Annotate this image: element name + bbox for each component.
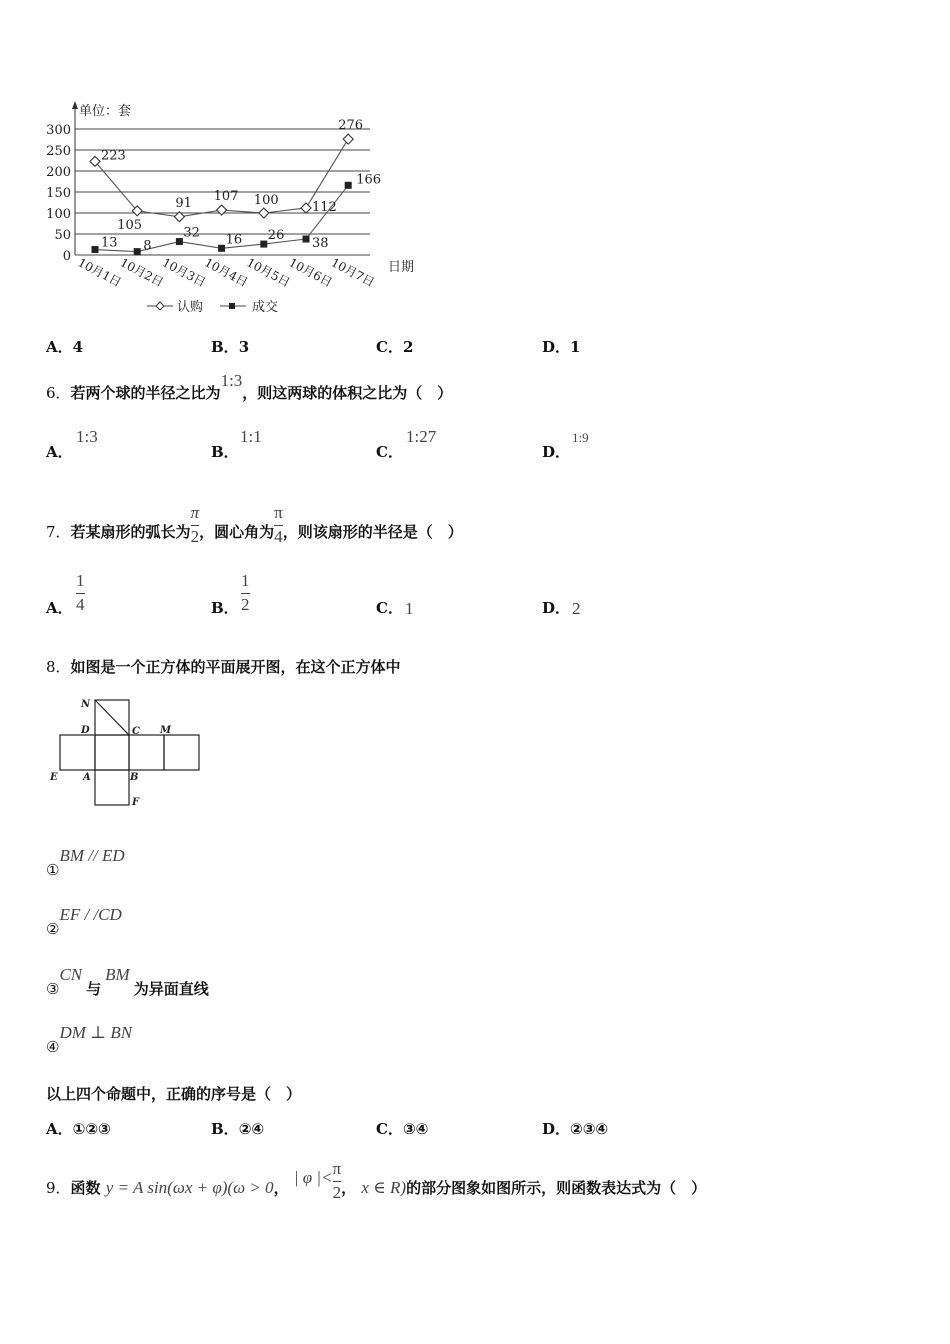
- q8-statement-3: ③CN与BM为异面直线: [46, 965, 209, 998]
- data-label-deal: 32: [183, 225, 200, 241]
- q9-phi-condition: | φ |<: [293, 1168, 333, 1188]
- data-label-subscribe: 223: [101, 148, 126, 164]
- chart-x-tick-label: 10月4日: [202, 255, 251, 290]
- q6-option-c-value: 1:27: [406, 427, 437, 446]
- chart-y-tick-label: 300: [46, 123, 71, 138]
- q8-option-d[interactable]: D．②③④: [542, 1120, 609, 1138]
- q6-option-a-value: 1:3: [76, 427, 98, 446]
- series-point-deal: [134, 248, 141, 255]
- data-label-deal: 13: [101, 235, 118, 251]
- chart-y-tick-label: 200: [46, 165, 71, 180]
- chart-unit-label: 单位：套: [79, 104, 132, 119]
- q7-option-b[interactable]: B．: [211, 599, 239, 617]
- q8-statement-1: ①BM // ED: [46, 846, 125, 879]
- chart-y-tick-label: 250: [46, 144, 71, 159]
- net-face-center: [95, 735, 129, 770]
- series-point-deal: [218, 245, 225, 252]
- data-label-deal: 26: [267, 228, 285, 244]
- q6-option-d-value: 1:9: [572, 430, 589, 445]
- q9-domain: x ∈ R): [361, 1178, 407, 1198]
- q5-option-c[interactable]: C．2: [376, 338, 414, 356]
- line-chart: [40, 95, 440, 320]
- net-label-d: D: [81, 725, 90, 736]
- net-label-c: C: [132, 726, 140, 737]
- data-label-deal: 8: [143, 238, 152, 254]
- chart-x-tick-label: 10月5日: [244, 255, 293, 290]
- chart-x-tick-label: 10月6日: [286, 255, 335, 290]
- q6-option-d[interactable]: D．: [542, 443, 571, 461]
- net-diagonal-cn: [95, 700, 129, 735]
- net-face-bottom: [95, 770, 129, 805]
- q6-option-b[interactable]: B．: [211, 443, 239, 461]
- net-face-right: [129, 735, 164, 770]
- chart-x-axis-label: 日期: [388, 260, 415, 275]
- legend-subscribe-marker: [156, 302, 164, 310]
- chart-y-tick-label: 150: [46, 186, 71, 201]
- chart-y-tick-label: 50: [54, 228, 71, 243]
- q7-stem: 7．若某扇形的弧长为 $\frac{\pi}{2}$ ，圆心角为 $\frac{\pi}{4}$ ，则该扇形的半径是（ ）: [46, 503, 463, 546]
- series-point-subscribe: [259, 208, 269, 218]
- net-label-b: B: [130, 772, 139, 783]
- chart-x-tick-label: 10月7日: [328, 255, 377, 290]
- data-label-deal: 38: [312, 236, 329, 252]
- q6-ratio: 1:3: [220, 371, 243, 390]
- legend-subscribe-label: 认购: [177, 300, 204, 315]
- q7-arc-fraction: $\frac{\pi}{2}$: [190, 503, 200, 546]
- q7-option-b-fraction: 1 2: [241, 571, 250, 614]
- q8-option-a[interactable]: A．①②③: [46, 1120, 111, 1138]
- q7-option-c[interactable]: C．: [376, 599, 403, 617]
- q8-stem: 8．如图是一个正方体的平面展开图，在这个正方体中: [46, 658, 401, 676]
- series-point-subscribe: [301, 203, 311, 213]
- data-label-subscribe: 276: [338, 118, 364, 134]
- q6-option-b-value: 1:1: [240, 427, 262, 446]
- chart-x-tick-label: 10月1日: [75, 255, 124, 290]
- q5-option-d[interactable]: D．1: [542, 338, 581, 356]
- chart-x-tick-label: 10月3日: [159, 255, 208, 290]
- q8-statement-4: ④DM ⊥ BN: [46, 1023, 133, 1056]
- q7-option-a-fraction: 1 4: [76, 571, 85, 614]
- data-label-subscribe: 100: [253, 193, 279, 208]
- chart-y-axis-arrow: [72, 101, 78, 109]
- data-label-deal: 16: [225, 232, 243, 248]
- data-label-subscribe: 107: [213, 189, 239, 205]
- q7-option-a[interactable]: A．: [46, 599, 73, 617]
- net-label-m: M: [160, 725, 172, 736]
- series-point-deal: [92, 246, 99, 253]
- q6-option-c[interactable]: C．: [376, 443, 403, 461]
- series-point-deal: [260, 241, 267, 248]
- q5-option-b[interactable]: B．3: [211, 338, 250, 356]
- q6-option-a[interactable]: A．: [46, 443, 73, 461]
- data-label-subscribe: 112: [312, 199, 337, 215]
- q7-option-d-value: 2: [572, 599, 581, 618]
- q6-stem: 6．若两个球的半径之比为1:3，则这两球的体积之比为（ ）: [46, 371, 453, 402]
- net-label-e: E: [50, 772, 58, 783]
- series-point-deal: [176, 238, 183, 245]
- series-point-deal: [303, 236, 310, 243]
- net-label-n: N: [81, 699, 91, 710]
- series-point-subscribe: [343, 134, 353, 144]
- series-point-deal: [345, 182, 352, 189]
- legend-deal-marker: [229, 303, 235, 309]
- net-label-a: A: [83, 772, 91, 783]
- q7-angle-fraction: $\frac{\pi}{4}$: [274, 503, 283, 546]
- q9-formula: y = A sin(ωx + φ)(ω > 0: [105, 1178, 274, 1198]
- chart-x-tick-label: 10月2日: [117, 255, 166, 290]
- chart-y-tick-label: 100: [46, 207, 71, 222]
- legend-deal-label: 成交: [252, 300, 279, 315]
- q7-option-d[interactable]: D．: [542, 599, 571, 617]
- series-point-subscribe: [217, 205, 227, 215]
- q7-option-c-value: 1: [405, 599, 414, 618]
- net-label-f: F: [132, 797, 140, 808]
- q9-stem: 9．函数 y = A sin(ωx + φ)(ω > 0， | φ |< $\frac{\pi}{2}$ ， x ∈ R)的部分图象如图所示，则函数表达式为（ ）: [46, 1159, 707, 1202]
- data-label-subscribe: 91: [175, 195, 192, 211]
- cube-net-figure: [48, 694, 208, 810]
- q8-option-c[interactable]: C．③④: [376, 1120, 429, 1138]
- q8-prompt: 以上四个命题中，正确的序号是（ ）: [46, 1085, 302, 1103]
- net-face-left: [60, 735, 95, 770]
- data-label-deal: 166: [356, 172, 382, 188]
- q8-option-b[interactable]: B．②④: [211, 1120, 265, 1138]
- q5-option-a[interactable]: A．4: [46, 338, 84, 356]
- q9-pi-half: $\frac{\pi}{2}$: [332, 1159, 342, 1202]
- q8-statement-2: ②EF / /CD: [46, 905, 122, 938]
- chart-y-tick-label: 0: [62, 249, 71, 264]
- net-face-far-right: [164, 735, 199, 770]
- data-label-subscribe: 105: [117, 217, 143, 233]
